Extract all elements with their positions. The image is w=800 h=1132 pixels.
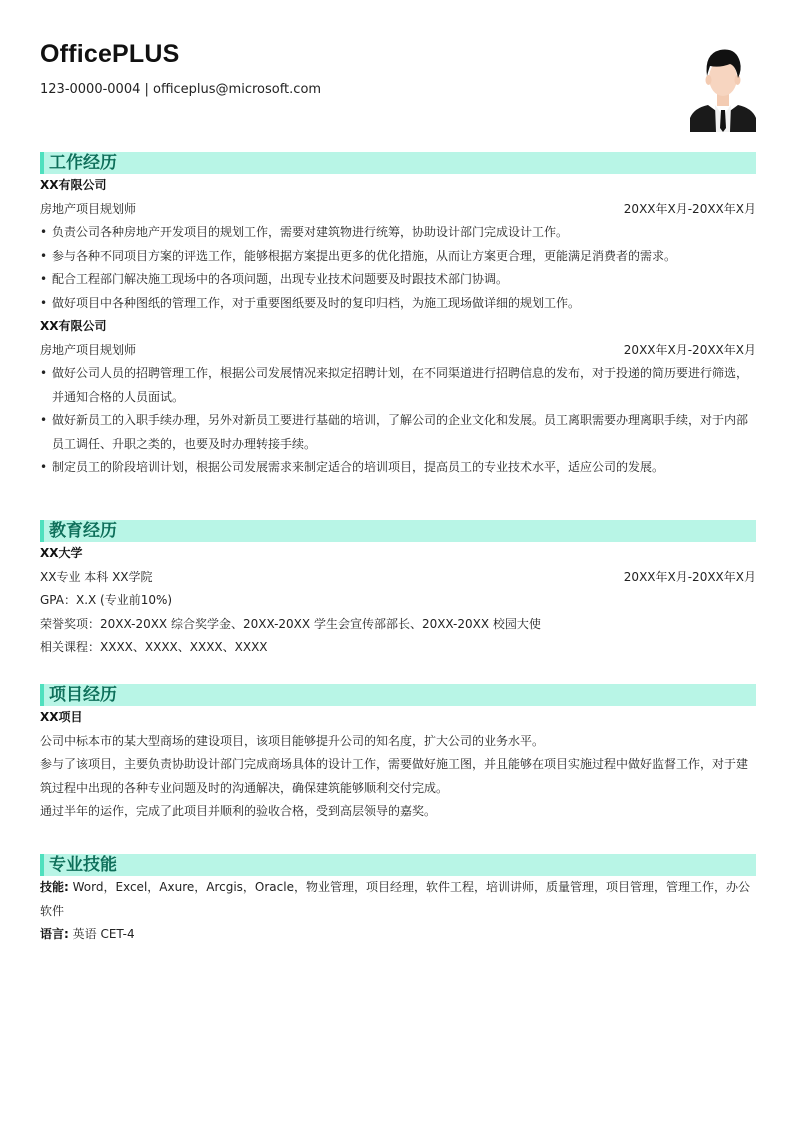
project-section — [40, 684, 756, 824]
project-section-title: 项目经历 — [40, 684, 756, 706]
education-courses: 相关课程：XXXX、XXXX、XXXX、XXXX — [40, 640, 268, 654]
language-label: 语言: — [40, 927, 69, 941]
skills-section — [40, 854, 756, 947]
education-honors: 荣誉奖项：20XX-20XX 综合奖学金、20XX-20XX 学生会宣传部部长、20XX-20XX 校园大使 — [40, 616, 541, 631]
work-role: 房地产项目规划师 — [40, 342, 137, 357]
skills-section-title: 专业技能 — [40, 854, 756, 876]
avatar — [690, 42, 756, 132]
work-date: 20XX年X月-20XX年X月 — [623, 342, 756, 357]
list-item: • 负责公司各种房地产开发项目的规划工作，需要对建筑物进行统筹，协助设计部门完成设计工作。 — [40, 221, 756, 245]
work-role: 房地产项目规划师 — [40, 201, 137, 216]
education-section — [40, 520, 756, 660]
project-paragraph: 通过半年的运作，完成了此项目并顺利的验收合格，受到高层领导的嘉奖。 — [40, 804, 437, 818]
work-date: 20XX年X月-20XX年X月 — [623, 201, 756, 216]
language-line — [40, 923, 756, 947]
work-company: XX有限公司 — [40, 319, 107, 333]
list-item: • 制定员工的阶段培训计划，根据公司发展需求来制定适合的培训项目，提高员工的专业技术水平，适应公司的发展。 — [40, 456, 756, 480]
skills-label: 技能: — [40, 880, 69, 894]
language-value: 英语 CET-4 — [72, 927, 135, 941]
list-item: • 做好项目中各种图纸的管理工作，对于重要图纸要及时的复印归档，为施工现场做详细的规划工作。 — [40, 292, 756, 316]
work-role-row — [40, 339, 756, 363]
education-date: 20XX年X月-20XX年X月 — [623, 569, 756, 584]
list-item: • 配合工程部门解决施工现场中的各项问题，出现专业技术问题要及时跟技术部门协调。 — [40, 268, 756, 292]
list-item: • 做好新员工的入职手续办理，另外对新员工要进行基础的培训，了解公司的企业文化和发展。员工离职需要办理离职手续，对于内部员工调任、升职之类的，也要及时办理转接手续。 — [40, 409, 756, 456]
work-role-row — [40, 198, 756, 222]
skills-value: Word，Excel，Axure，Arcgis，Oracle，物业管理，项目经理，软件工程，培训讲师，质量管理，项目管理，管理工作，办公软件 — [40, 880, 750, 918]
skills-line — [40, 876, 756, 923]
education-row — [40, 566, 756, 590]
project-paragraph: 参与了该项目，主要负责协助设计部门完成商场具体的设计工作，需要做好施工图，并且能够在项目实施过程中做好监督工作，对于建筑过程中出现的各种专业问题及时的沟通解决，确保建筑能够顺利交付完成。 — [40, 757, 749, 795]
work-section-title: 工作经历 — [40, 152, 756, 174]
education-gpa: GPA：X.X (专业前10%) — [40, 593, 173, 607]
project-paragraph: 公司中标本市的某大型商场的建设项目，该项目能够提升公司的知名度，扩大公司的业务水平。 — [40, 733, 545, 748]
list-item: • 做好公司人员的招聘管理工作，根据公司发展情况来拟定招聘计划，在不同渠道进行招聘信息的发布，对于投递的简历要进行筛选，并通知合格的人员面试。 — [40, 362, 756, 409]
work-section — [40, 152, 756, 480]
project-name: XX项目 — [40, 710, 83, 724]
list-item: • 参与各种不同项目方案的评选工作，能够根据方案提出更多的优化措施，从而让方案更合理，更能满足消费者的需求。 — [40, 245, 756, 269]
education-detail: XX专业 本科 XX学院 — [40, 569, 153, 584]
work-company: XX有限公司 — [40, 178, 107, 192]
education-school: XX大学 — [40, 546, 83, 560]
education-section-title: 教育经历 — [40, 520, 756, 542]
resume-name: OfficePLUS — [40, 40, 180, 68]
contact-info: 123-0000-0004 | officeplus@microsoft.com — [40, 82, 322, 97]
